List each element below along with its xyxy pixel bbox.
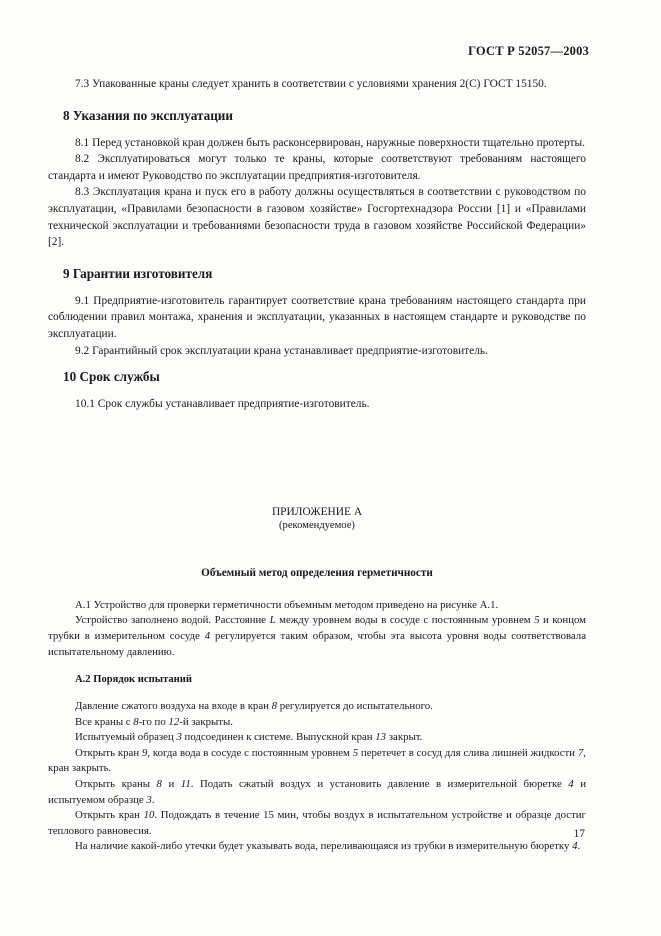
section-9-heading: 9 Гарантии изготовителя: [63, 265, 213, 281]
paragraph-8-1: 8.1 Перед установкой кран должен быть расконсервирован, наружные поверхности тщательно протерты.: [75, 136, 585, 149]
paragraph-a2-5: Открыть краны 8 и 11. Подать сжатый воздух и установить давление в измерительной бюретке 4 и испытуемом образце 3.: [48, 778, 586, 806]
subsection-a2-heading: А.2 Порядок испытаний: [75, 674, 192, 686]
paragraph-a2-6: Открыть кран 10. Подождать в течение 15 мин, чтобы воздух в испытательном устройстве и образце достиг теплового равновесия.: [48, 809, 586, 837]
paragraph-a1: А.1 Устройство для проверки герметичности объемным методом приведено на рисунке А.1.: [75, 598, 499, 611]
paragraph-a1-device: Устройство заполнено водой. Расстояние L между уровнем воды в сосуде с постоянным уровнем 5 и концом трубки в измерительном сосуде 4 регулируется таким образом, чтобы эта высота уровня воды соответствовала испытательному давлению.: [48, 614, 587, 658]
paragraph-8-3: 8.3 Эксплуатация крана и пуск его в работу должны осуществляться в соответствии с руководством по эксплуатации, «Правилами безопасности в газовом хозяйстве» Госгортехнадзора России [1] и «Правилами технической эксплуатации и требованиями безопасности труда в газовом хозяйстве Российской Федерации» [2].: [48, 186, 586, 249]
paragraph-7-3: 7.3 Упакованные краны следует хранить в соответствии с условиями хранения 2(С) ГОСТ 15150.: [75, 78, 547, 90]
paragraph-8-2: 8.2 Эксплуатироваться могут только те краны, которые соответствуют требованиям настоящего стандарта и имеют Руководство по эксплуатации предприятия-изготовителя.: [48, 153, 586, 182]
paragraph-a2-1: Давление сжатого воздуха на входе в кран 8 регулируется до испытательного.: [75, 700, 433, 713]
appendix-label: ПРИЛОЖЕНИЕ А: [271, 505, 363, 518]
section-10-heading: 10 Срок службы: [63, 369, 160, 385]
standard-designation: ГОСТ Р 52057—2003: [468, 44, 589, 58]
appendix-title: Объемный метод определения герметичности: [201, 566, 433, 579]
paragraph-9-2: 9.2 Гарантийный срок эксплуатации крана устанавливает предприятие-изготовитель.: [75, 344, 488, 357]
paragraph-a2-2: Все краны с 8-го по 12-й закрыты.: [75, 715, 233, 728]
section-8-heading: 8 Указания по эксплуатации: [63, 107, 234, 123]
page-content: [48, 76, 586, 855]
appendix-status: (рекомендуемое): [279, 519, 355, 531]
paragraph-a2-7: На наличие какой-либо утечки будет указывать вода, переливающаяся из трубки в измерительную бюретку 4.: [75, 840, 581, 853]
paragraph-a2-3: Испытуемый образец 3 подсоединен к системе. Выпускной кран 13 закрыт.: [75, 731, 423, 744]
paragraph-a2-4: Открыть кран 9, когда вода в сосуде с постоянным уровнем 5 перетечет в сосуд для слива лишней жидкости 7, кран закрыть.: [48, 746, 586, 775]
paragraph-9-1: 9.1 Предприятие-изготовитель гарантирует соответствие крана требованиям настоящего стандарта при соблюдении правил монтажа, хранения и эксплуатации, указанных в настоящем стандарте и руководстве по эксплуатации.: [48, 294, 586, 340]
page-number: 17: [573, 828, 585, 840]
paragraph-10-1: 10.1 Срок службы устанавливает предприятие-изготовитель.: [75, 398, 370, 411]
